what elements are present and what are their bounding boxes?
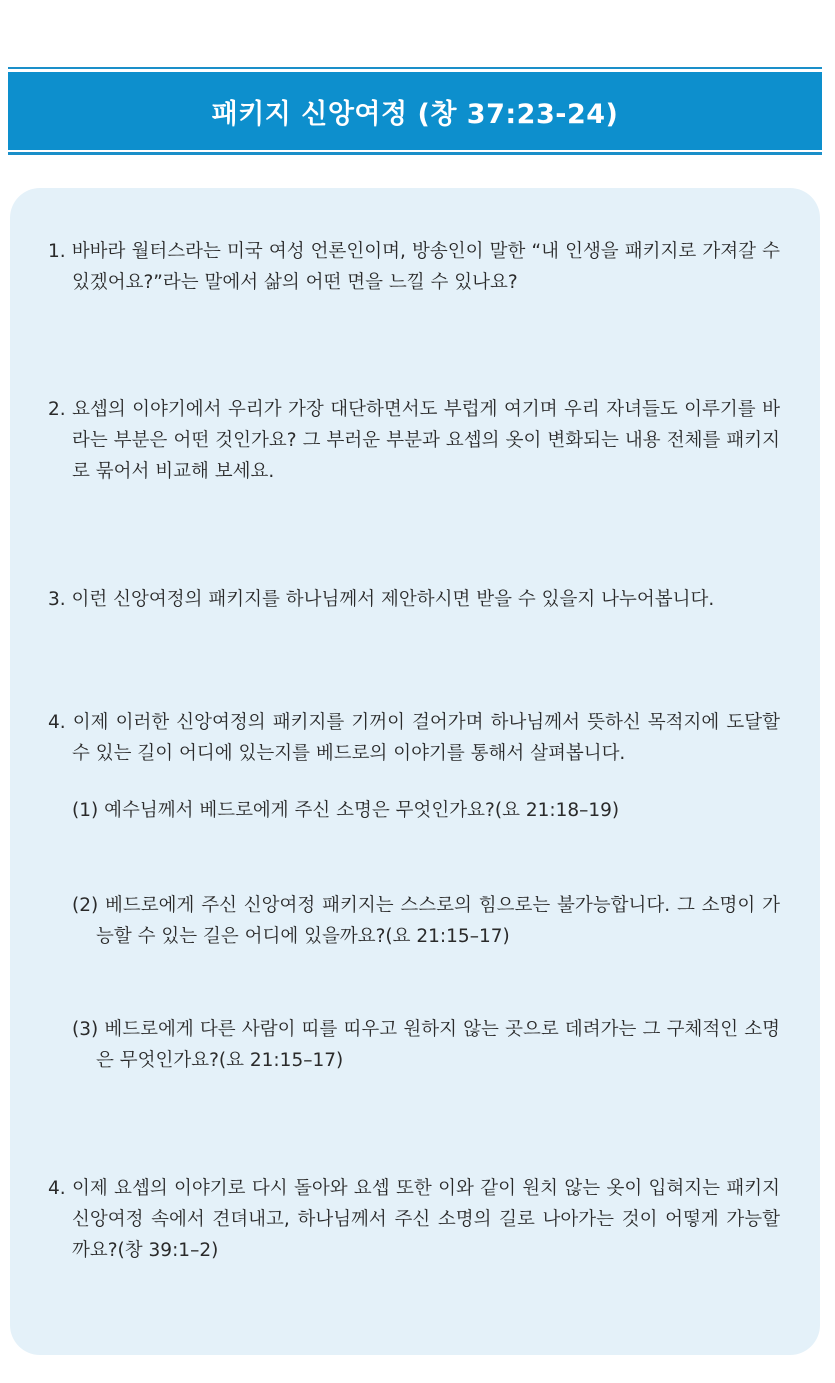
question-4: 4. 이제 이러한 신앙여정의 패키지를 기꺼이 걸어가며 하나님께서 뜻하신 목적지에 도달할 수 있는 길이 어디에 있는지를 베드로의 이야기를 통해서 살펴봅니다.: [48, 712, 780, 764]
question-5: 4. 이제 요셉의 이야기로 다시 돌아와 요셉 또한 이와 같이 원치 않는 옷이 입혀지는 패키지 신앙여정 속에서 견뎌내고, 하나님께서 주신 소명의 길로 나아가는 것이 어떻게 가능할까요?(창 39:1–2): [48, 1178, 780, 1261]
header-top-rule: [8, 67, 822, 69]
question-1: 1. 바바라 월터스라는 미국 여성 언론인이며, 방송인이 말한 “내 인생을 패키지로 가져갈 수 있겠어요?”라는 말에서 삶의 어떤 면을 느낄 수 있나요?: [48, 241, 780, 293]
question-3: 3. 이런 신앙여정의 패키지를 하나님께서 제안하시면 받을 수 있을지 나누어봅니다.: [48, 589, 715, 610]
header-bottom-rule: [8, 152, 822, 155]
sub-question-1: (1) 예수님께서 베드로에게 주신 소명은 무엇인가요?(요 21:18–19): [72, 800, 620, 821]
header-banner: [8, 72, 822, 150]
sub-question-3: (3) 베드로에게 다른 사람이 띠를 띠우고 원하지 않는 곳으로 데려가는 그 구체적인 소명은 무엇인가요?(요 21:15–17): [72, 1019, 780, 1071]
sub-question-2: (2) 베드로에게 주신 신앙여정 패키지는 스스로의 힘으로는 불가능합니다. 그 소명이 가능할 수 있는 길은 어디에 있을까요?(요 21:15–17): [72, 895, 780, 947]
question-2: 2. 요셉의 이야기에서 우리가 가장 대단하면서도 부럽게 여기며 우리 자녀들도 이루기를 바라는 부분은 어떤 것인가요? 그 부러운 부분과 요셉의 옷이 변화되는 내용 전체를 패키지로 묶어서 비교해 보세요.: [48, 399, 780, 482]
page-title: 패키지 신앙여정 (창 37:23-24): [211, 98, 619, 130]
